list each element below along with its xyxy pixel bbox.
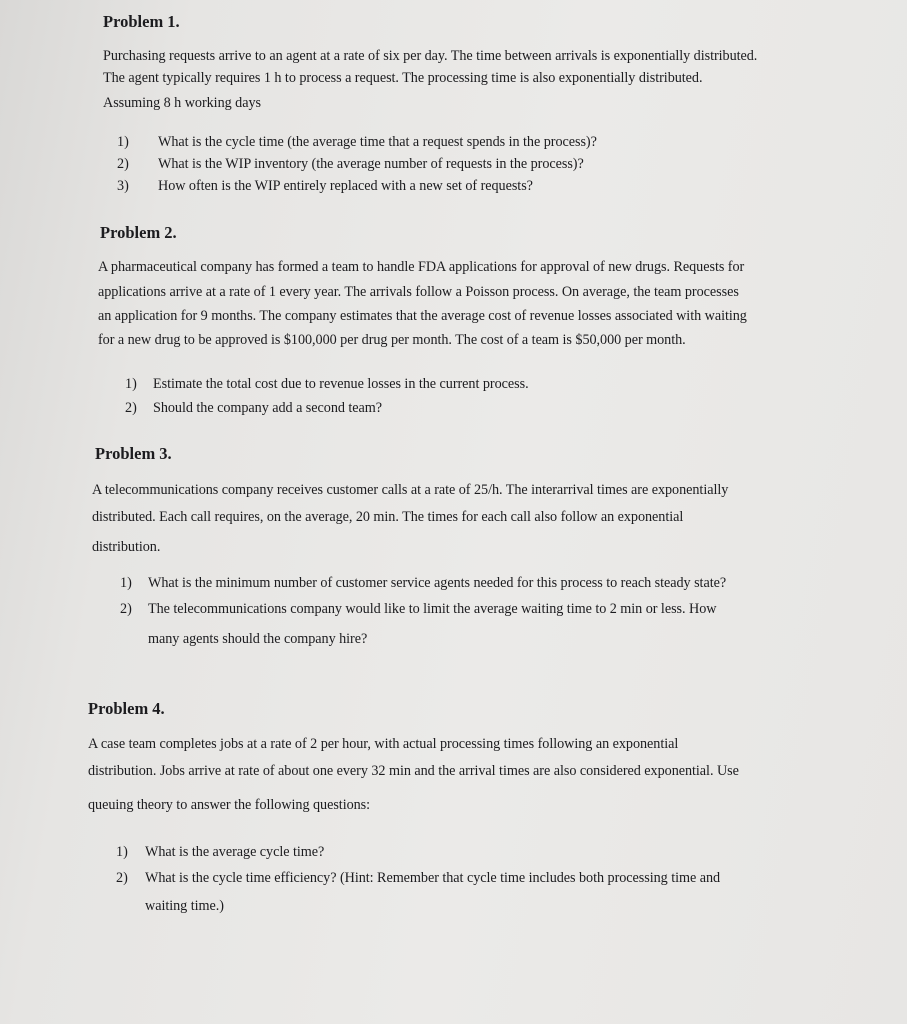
problem-text-line: Purchasing requests arrive to an agent at a rate of six per day. The time between arrivals is exponentially distributed.	[103, 48, 758, 64]
question-number: 1)	[117, 134, 129, 150]
problem-text-line: distributed. Each call requires, on the average, 20 min. The times for each call also follow an exponential	[92, 509, 684, 525]
question-number: 2)	[125, 400, 137, 416]
question-number: 2)	[116, 870, 128, 886]
problem-text-line: an application for 9 months. The company estimates that the average cost of revenue losses associated with waiting	[98, 308, 747, 324]
problem-text-line: queuing theory to answer the following questions:	[88, 797, 371, 813]
question-text-line: many agents should the company hire?	[148, 631, 368, 647]
question-number: 3)	[117, 178, 129, 194]
question-text-line: Estimate the total cost due to revenue losses in the current process.	[153, 376, 529, 392]
problem-text-line: for a new drug to be approved is $100,000 per drug per month. The cost of a team is $50,000 per month.	[98, 332, 686, 348]
question-text-line: How often is the WIP entirely replaced with a new set of requests?	[158, 178, 533, 194]
problem-text-line: distribution.	[92, 539, 161, 555]
problem-text-line: Assuming 8 h working days	[103, 95, 261, 111]
question-text-line: The telecommunications company would like to limit the average waiting time to 2 min or less. How	[148, 601, 717, 617]
problem-text-line: The agent typically requires 1 h to process a request. The processing time is also exponentially distributed.	[103, 70, 703, 86]
problem-heading: Problem 3.	[95, 444, 172, 463]
problem-text-line: distribution. Jobs arrive at rate of about one every 32 min and the arrival times are also considered exponential. Use	[88, 763, 739, 779]
problem-text-line: applications arrive at a rate of 1 every year. The arrivals follow a Poisson process. On average, the team processes	[98, 284, 739, 300]
question-text-line: What is the cycle time efficiency? (Hint: Remember that cycle time includes both processing time and	[145, 870, 721, 886]
question-text-line: What is the minimum number of customer service agents needed for this process to reach steady state?	[148, 575, 727, 591]
problem-heading: Problem 1.	[103, 12, 180, 31]
question-text-line: What is the average cycle time?	[145, 844, 325, 860]
problem-heading: Problem 4.	[88, 699, 165, 718]
question-number: 2)	[117, 156, 129, 172]
problem-text-line: A case team completes jobs at a rate of 2 per hour, with actual processing times following an exponential	[88, 736, 679, 752]
question-number: 1)	[125, 376, 137, 392]
question-number: 1)	[120, 575, 132, 591]
problem-text-line: A telecommunications company receives customer calls at a rate of 25/h. The interarrival times are exponentially	[92, 482, 729, 498]
question-number: 2)	[120, 601, 132, 617]
question-text-line: Should the company add a second team?	[153, 400, 383, 416]
problem-heading: Problem 2.	[100, 223, 177, 242]
question-text-line: waiting time.)	[145, 898, 224, 914]
question-text-line: What is the cycle time (the average time that a request spends in the process)?	[158, 134, 597, 150]
question-text-line: What is the WIP inventory (the average number of requests in the process)?	[158, 156, 584, 172]
problem-text-line: A pharmaceutical company has formed a team to handle FDA applications for approval of new drugs. Requests for	[98, 259, 745, 275]
question-number: 1)	[116, 844, 128, 860]
